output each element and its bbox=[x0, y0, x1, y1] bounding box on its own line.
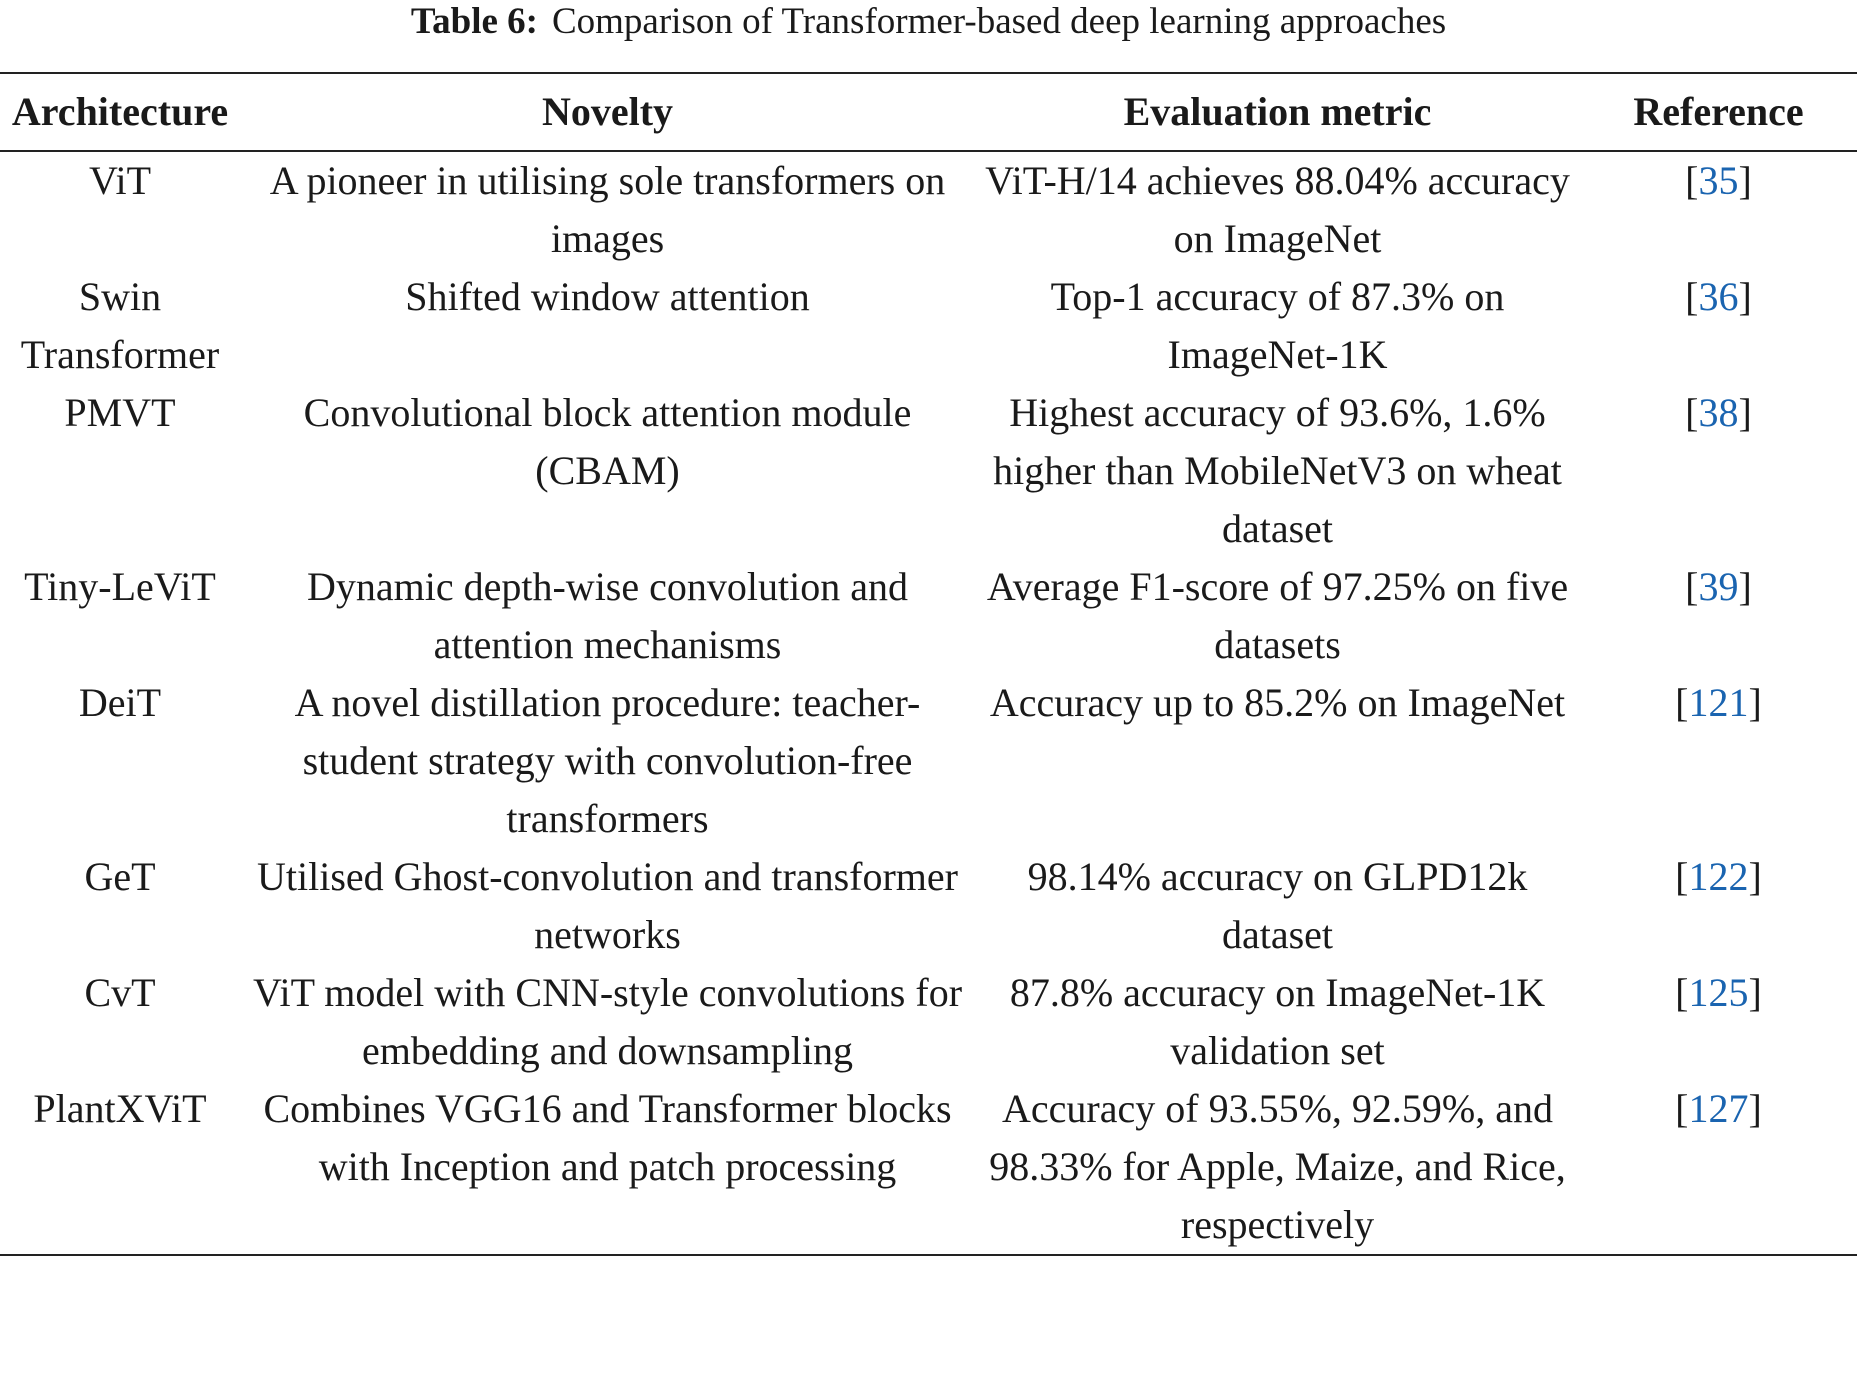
cell-evaluation-metric: 98.14% accuracy on GLPD12k dataset bbox=[1027, 854, 1528, 957]
cell-architecture: Tiny-LeViT bbox=[24, 564, 216, 609]
cell-novelty: Dynamic depth-wise convolution and attention mechanisms bbox=[307, 564, 908, 667]
table-body bbox=[0, 151, 1857, 1255]
header-architecture: Architecture bbox=[11, 89, 229, 134]
cell-novelty: ViT model with CNN-style convolutions for embedding and downsampling bbox=[252, 970, 963, 1073]
cell-novelty: Combines VGG16 and Transformer blocks with Inception and patch processing bbox=[263, 1086, 952, 1189]
cell-evaluation-metric: 87.8% accuracy on ImageNet-1K validation set bbox=[1009, 970, 1546, 1073]
header-evaluation-metric: Evaluation metric bbox=[1123, 89, 1432, 134]
reference-link[interactable]: 38 bbox=[1698, 390, 1739, 435]
cell-novelty: Convolutional block attention module (CBAM) bbox=[303, 390, 912, 493]
table-row bbox=[0, 151, 1857, 268]
reference-link[interactable]: 122 bbox=[1688, 854, 1749, 899]
table-row bbox=[0, 268, 1857, 384]
cell-evaluation-metric: Accuracy up to 85.2% on ImageNet bbox=[989, 680, 1566, 725]
table-caption-text: Comparison of Transformer-based deep learning approaches bbox=[551, 1, 1447, 42]
cell-architecture: PMVT bbox=[64, 390, 176, 435]
reference-link[interactable]: 127 bbox=[1688, 1086, 1749, 1131]
cell-evaluation-metric: Average F1-score of 97.25% on five datasets bbox=[986, 564, 1569, 667]
cell-reference: [39] bbox=[1685, 564, 1752, 609]
cell-reference: [127] bbox=[1675, 1086, 1762, 1131]
cell-evaluation-metric: Accuracy of 93.55%, 92.59%, and 98.33% for Apple, Maize, and Rice, respectively bbox=[989, 1086, 1566, 1247]
table-header bbox=[0, 73, 1857, 151]
cell-novelty: Utilised Ghost-convolution and transformer networks bbox=[257, 854, 958, 957]
reference-link[interactable]: 121 bbox=[1688, 680, 1749, 725]
cell-architecture: DeiT bbox=[78, 680, 162, 725]
cell-evaluation-metric: Top-1 accuracy of 87.3% on ImageNet-1K bbox=[1050, 274, 1505, 377]
cell-reference: [36] bbox=[1685, 274, 1752, 319]
table-row bbox=[0, 848, 1857, 964]
table-caption-label: Table 6: bbox=[410, 1, 538, 42]
table-caption bbox=[0, 0, 1857, 44]
cell-architecture: ViT bbox=[88, 158, 152, 203]
cell-reference: [125] bbox=[1675, 970, 1762, 1015]
header-novelty: Novelty bbox=[541, 89, 674, 134]
cell-novelty: A pioneer in utilising sole transformers on images bbox=[269, 158, 946, 261]
cell-evaluation-metric: ViT-H/14 achieves 88.04% accuracy on ImageNet bbox=[985, 158, 1570, 261]
table-row bbox=[0, 558, 1857, 674]
cell-reference: [121] bbox=[1675, 680, 1762, 725]
reference-link[interactable]: 39 bbox=[1698, 564, 1739, 609]
cell-novelty: Shifted window attention bbox=[405, 274, 810, 319]
reference-link[interactable]: 35 bbox=[1698, 158, 1739, 203]
table-row bbox=[0, 674, 1857, 848]
cell-reference: [38] bbox=[1685, 390, 1752, 435]
comparison-table bbox=[0, 72, 1857, 1256]
cell-reference: [122] bbox=[1675, 854, 1762, 899]
reference-link[interactable]: 125 bbox=[1688, 970, 1749, 1015]
cell-reference: [35] bbox=[1685, 158, 1752, 203]
cell-novelty: A novel distillation procedure: teacher-student strategy with convolution-free transformers bbox=[294, 680, 921, 841]
reference-link[interactable]: 36 bbox=[1698, 274, 1739, 319]
table-row bbox=[0, 1080, 1857, 1255]
cell-architecture: PlantXViT bbox=[33, 1086, 207, 1131]
table-row bbox=[0, 384, 1857, 558]
header-row bbox=[0, 73, 1857, 151]
cell-architecture: GeT bbox=[84, 854, 156, 899]
cell-architecture: Swin Transformer bbox=[20, 274, 220, 377]
header-reference: Reference bbox=[1633, 89, 1804, 134]
cell-architecture: CvT bbox=[84, 970, 156, 1015]
table-row bbox=[0, 964, 1857, 1080]
cell-evaluation-metric: Highest accuracy of 93.6%, 1.6% higher than MobileNetV3 on wheat dataset bbox=[993, 390, 1562, 551]
